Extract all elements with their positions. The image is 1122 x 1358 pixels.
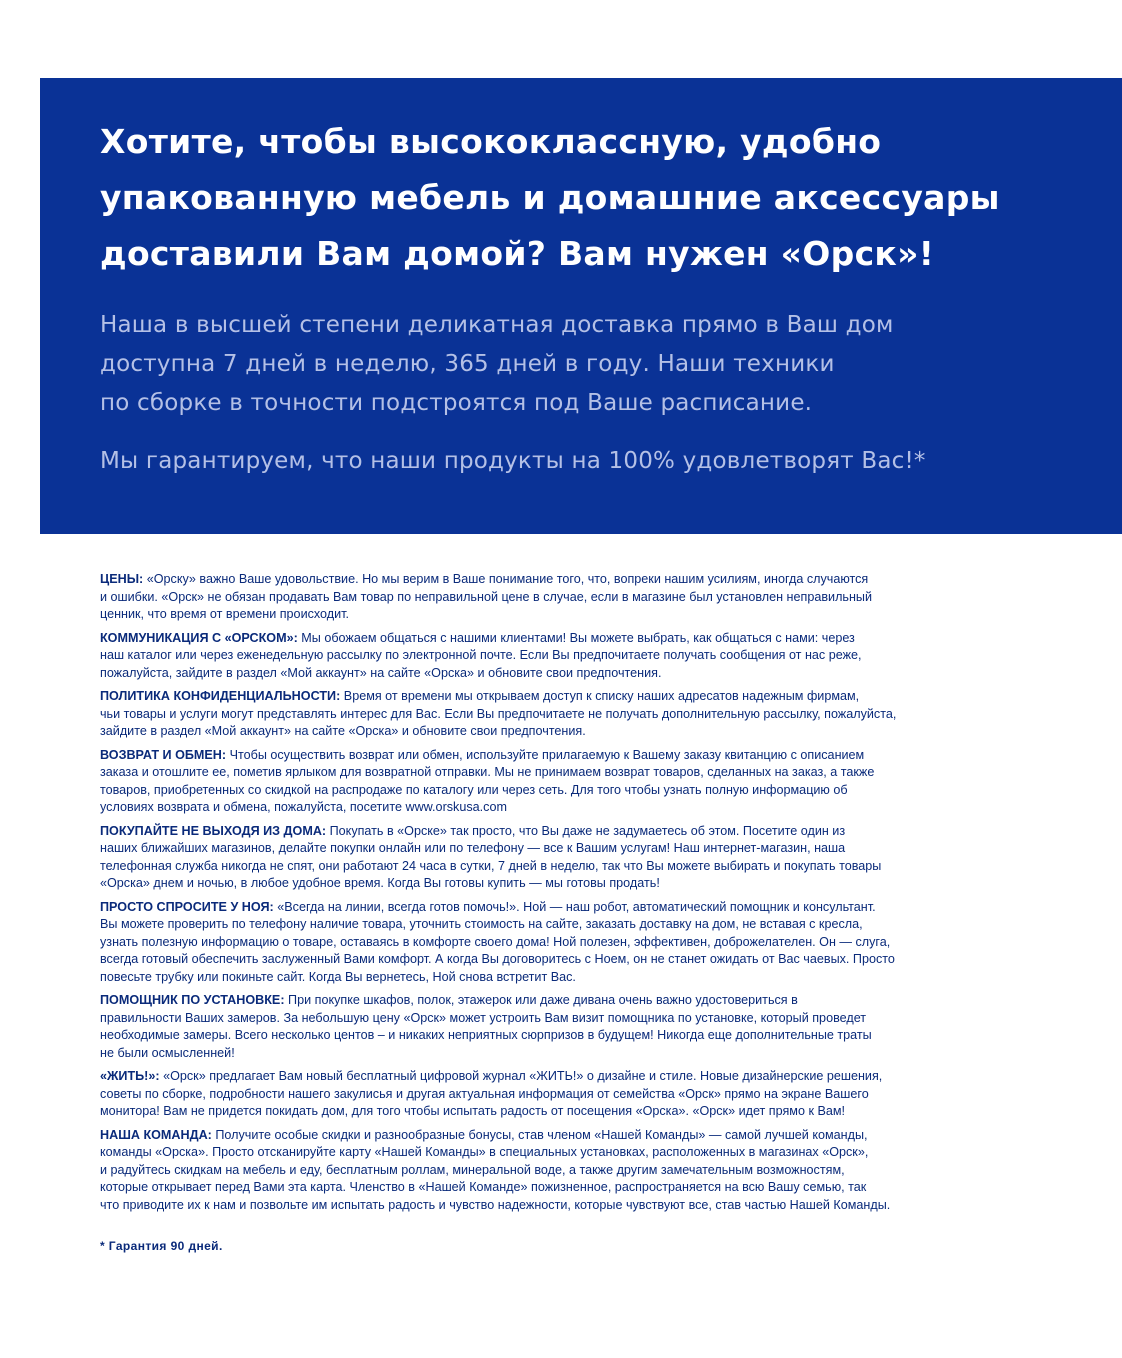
terms-line <box>100 1010 980 1028</box>
terms-text: При покупке шкафов, полок, этажерок или даже дивана очень важно удостовериться в <box>284 993 798 1007</box>
headline <box>100 114 1060 282</box>
lede-line: доступна 7 дней в неделю, 365 дней в году. Наши техники <box>100 351 835 377</box>
terms-text: Покупать в «Орске» так просто, что Вы даже не задумаетесь об этом. Посетите один из <box>326 823 846 838</box>
terms-text: повесьте трубку или покиньте сайт. Когда Вы вернетесь, Ной снова встретит Вас. <box>100 969 576 984</box>
terms-text: «Орска» днем и ночью, в любое удобное время. Когда Вы готовы купить — мы готовы продать! <box>100 876 660 890</box>
terms-line <box>100 706 980 724</box>
terms-paragraph <box>100 1068 980 1121</box>
terms-text: которые открывает перед Вами эта карта. Членство в «Нашей Команде» пожизненное, распространяется на всю Вашу семью, так <box>100 1180 867 1194</box>
terms-text: и ошибки. «Орск» не обязан продавать Вам товар по неправильной цене в случае, если в магазине был установлен неправильный <box>100 589 873 604</box>
terms-text: Вы можете проверить по телефону наличие товара, уточнить стоимость на сайте, заказать доставку на дом, не вставая с кресла, <box>100 917 863 931</box>
terms-line <box>100 1027 980 1045</box>
terms-paragraph <box>100 630 980 683</box>
terms-text: пожалуйста, зайдите в раздел «Мой аккаунт» на сайте «Орска» и обновите свои предпочтения. <box>100 665 662 680</box>
terms-line <box>100 1144 980 1162</box>
terms-heading: «ЖИТЬ!»: <box>100 1069 160 1083</box>
terms-text: зайдите в раздел «Мой аккаунт» на сайте «Орска» и обновите свои предпочтения. <box>100 724 586 738</box>
terms-line <box>100 647 980 665</box>
terms-line <box>100 823 980 841</box>
terms-text: необходимые замеры. Всего несколько центов – и никаких неприятных сюрпризов в будущем! Никогда еще дополнительные траты <box>100 1028 872 1042</box>
terms-heading: ВОЗВРАТ И ОБМЕН: <box>100 747 227 762</box>
terms-text: телефонная служба никогда не спят, они работают 24 часа в сутки, 7 дней в неделю, так что Вы можете выбирать и покупать товары <box>100 858 882 873</box>
terms-text: монитора! Вам не придется покидать дом, для того чтобы испытать радость от посещения «Орска». «Орск» идет прямо к Вам! <box>100 1104 846 1118</box>
terms-line <box>100 899 980 917</box>
guarantee-statement: Мы гарантируем, что наши продукты на 100% удовлетворят Вас!* <box>100 448 926 474</box>
terms-line <box>100 840 980 858</box>
terms-line <box>100 934 980 952</box>
terms-line <box>100 688 980 706</box>
terms-text: наш каталог или через еженедельную рассылку по электронной почте. Если Вы предпочитаете получать сообщения от нас реже, <box>100 648 862 662</box>
terms-heading: ПОЛИТИКА КОНФИДЕНЦИАЛЬНОСТИ: <box>100 689 341 703</box>
terms-line <box>100 782 980 800</box>
terms-line <box>100 630 980 648</box>
terms-text: «Всегда на линии, всегда готов помочь!». Ной — наш робот, автоматический помощник и консультант. <box>273 899 876 914</box>
terms-line <box>100 747 980 765</box>
terms-line <box>100 723 980 741</box>
lede-line: Наша в высшей степени деликатная доставка прямо в Ваш дом <box>100 312 894 338</box>
terms-line <box>100 969 980 987</box>
terms-paragraph <box>100 747 980 817</box>
terms-text: «Орск» предлагает Вам новый бесплатный цифровой журнал «ЖИТЬ!» о дизайне и стиле. Новые дизайнерские решения, <box>159 1069 883 1083</box>
headline-line: упакованную мебель и домашние аксессуары <box>100 178 1000 217</box>
terms-paragraph <box>100 571 980 624</box>
terms-text: заказа и отошлите ее, пометив ярлыком для возвратной отправки. Мы не принимаем возврат товаров, сделанных на заказ, а также <box>100 765 875 779</box>
terms-section <box>100 571 980 1220</box>
terms-line <box>100 799 980 817</box>
terms-text: всегда готовый обеспечить заслуженный Вами комфорт. А когда Вы договоритесь с Ноем, он не станет ожидать от Вас чаевых. Просто <box>100 952 895 966</box>
terms-line <box>100 589 980 607</box>
terms-line <box>100 875 980 893</box>
delivery-lede <box>100 306 1040 423</box>
terms-line <box>100 606 980 624</box>
terms-line <box>100 1162 980 1180</box>
terms-line <box>100 1197 980 1215</box>
terms-line <box>100 1045 980 1063</box>
headline-line: Хотите, чтобы высококлассную, удобно <box>100 122 882 161</box>
terms-text: Время от времени мы открываем доступ к списку наших адресатов надежным фирмам, <box>340 689 860 703</box>
terms-line <box>100 1068 980 1086</box>
terms-line <box>100 992 980 1010</box>
terms-text: советы по сборке, подробности нашего закулисья и другая актуальная информация от семейства «Орск» прямо на экране Вашего <box>100 1086 869 1101</box>
terms-text: «Орску» важно Ваше удовольствие. Но мы верим в Ваше понимание того, что, вопреки нашим усилиям, иногда случаются <box>143 572 869 586</box>
headline-line: доставили Вам домой? Вам нужен «Орск»! <box>100 234 935 273</box>
terms-line <box>100 951 980 969</box>
terms-text: и радуйтесь скидкам на мебель и еду, бесплатным роллам, минеральной воде, а также другим замечательным возможностям, <box>100 1162 845 1177</box>
terms-text: товаров, приобретенных со скидкой на распродаже по каталогу или через сеть. Для того чтобы узнать полную информацию об <box>100 782 848 797</box>
terms-paragraph <box>100 1127 980 1215</box>
terms-text: условиях возврата и обмена, пожалуйста, посетите www.orskusa.com <box>100 800 507 814</box>
terms-heading: ПОКУПАЙТЕ НЕ ВЫХОДЯ ИЗ ДОМА: <box>100 823 327 838</box>
lede-line: по сборке в точности подстроятся под Ваше расписание. <box>100 390 813 416</box>
terms-text: не были осмысленней! <box>100 1045 235 1060</box>
terms-line <box>100 764 980 782</box>
terms-text: команды «Орска». Просто отсканируйте карту «Нашей Команды» в специальных установках, расположенных в магазинах «Орск», <box>100 1145 869 1159</box>
terms-paragraph <box>100 899 980 987</box>
terms-text: Мы обожаем общаться с нашими клиентами! Вы можете выбрать, как общаться с нами: через <box>297 630 855 645</box>
terms-heading: ЦЕНЫ: <box>100 572 144 586</box>
terms-text: что приводите их к нам и позвольте им испытать радость и чувство надежности, которые чувствуют все, став частью Нашей Команды. <box>100 1197 891 1212</box>
terms-heading: ПОМОЩНИК ПО УСТАНОВКЕ: <box>100 993 285 1007</box>
terms-paragraph <box>100 992 980 1062</box>
terms-heading: НАША КОМАНДА: <box>100 1127 212 1142</box>
terms-text: наших ближайших магазинов, делайте покупки онлайн или по телефону — все к Вашим услугам! Наш интернет-магазин, наша <box>100 841 846 855</box>
terms-line <box>100 571 980 589</box>
terms-heading: КОММУНИКАЦИЯ С «ОРСКОМ»: <box>100 630 298 645</box>
terms-paragraph <box>100 823 980 893</box>
terms-text: правильности Ваших замеров. За небольшую цену «Орск» может устроить Вам визит помощника по установке, который проведет <box>100 1010 867 1025</box>
terms-text: ценник, что время от времени происходит. <box>100 607 350 621</box>
terms-line <box>100 1127 980 1145</box>
terms-text: узнать полезную информацию о товаре, оставаясь в комфорте своего дома! Ной полезен, эффективен, доброжелателен. Он — слуга, <box>100 934 891 949</box>
terms-text: чьи товары и услуги могут представлять интерес для Вас. Если Вы предпочитаете не получать дополнительную рассылку, пожалуйста, <box>100 706 897 721</box>
terms-line <box>100 1179 980 1197</box>
terms-line <box>100 916 980 934</box>
terms-text: Получите особые скидки и разнообразные бонусы, став членом «Нашей Команды» — самой лучшей команды, <box>211 1127 868 1142</box>
terms-paragraph <box>100 688 980 741</box>
terms-line <box>100 858 980 876</box>
terms-line <box>100 1086 980 1104</box>
terms-heading: ПРОСТО СПРОСИТЕ У НОЯ: <box>100 899 274 914</box>
footnote: * Гарантия 90 дней. <box>100 1239 223 1253</box>
terms-line <box>100 1103 980 1121</box>
terms-text: Чтобы осуществить возврат или обмен, используйте прилагаемую к Вашему заказу квитанцию с описанием <box>226 747 865 762</box>
terms-line <box>100 665 980 683</box>
